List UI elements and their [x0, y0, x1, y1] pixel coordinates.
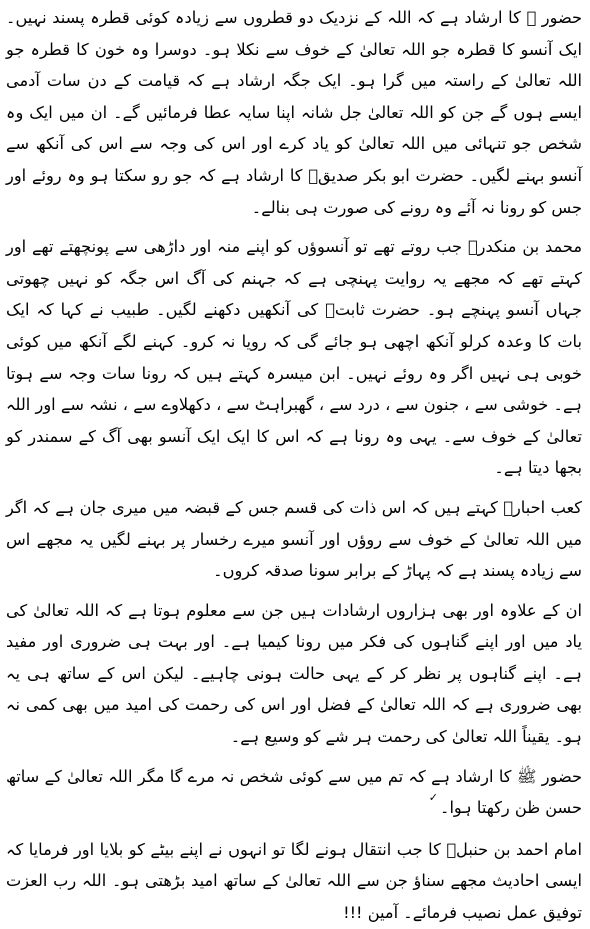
paragraph-muhammad-bin-munkadir: محمد بن منکدرؒ جب روتے تھے تو آنسوؤں کو اپنے منہ اور داڑھی سے پونچھتے تھے اور کہتے تھے کہ مجھے یہ روایت پہنچی ہے کہ جہنم کی آگ اس جگہ کو نہیں چھوتی جہاں آنسو پہنچے ہو۔ حضرت ثابتؒ کی آنکھیں دکھنے لگیں۔ طبیب نے کہا کہ ایک بات کا وعدہ کرلو آنکھ اچھی ہو جائے گی کہ رویا نہ کرو۔ کہنے لگے آنکھ میں کوئی خوبی ہی نہیں اگر وہ روئے نہیں۔ ابن میسرہ کہتے ہیں کہ رونا سات وجہ سے ہوتا ہے۔ خوشی سے ، جنون سے ، درد سے ، گھبراہٹ سے ، دکھلاوے سے ، نشہ سے اور اللہ تعالیٰ کے خوف سے۔ یہی وہ رونا ہے کہ اس کا ایک ایک آنسو بھی آگ کے سمندر کو بجھا دیتا ہے۔ [6, 237, 582, 478]
husn-zan-text: حضور ﷺ کا ارشاد ہے کہ تم میں سے کوئی شخص نہ مرے گا مگر اللہ تعالیٰ کے ساتھ حسن ظن رکھتا ہوا۔ [6, 766, 582, 818]
paragraph-husn-zan [6, 761, 582, 824]
paragraph-tears-hadith: حضور ﷺ کا ارشاد ہے کہ اللہ کے نزدیک دو قطروں سے زیادہ کوئی قطرہ پسند نہیں۔ ایک آنسو کا قطرہ جو اللہ تعالیٰ کے خوف سے نکلا ہو۔ دوسرا وہ خون کا قطرہ جو اللہ تعالیٰ کے راستہ میں گرا ہو۔ ایک جگہ ارشاد ہے کہ قیامت کے دن سات آدمی ایسے ہوں گے جن کو اللہ تعالیٰ جل شانہ اپنا سایہ عطا فرمائیں گے۔ ان میں ایک وہ شخص جو تنہائی میں اللہ تعالیٰ کو یاد کرے اور اس کی وجہ سے اس کی آنکھ سے آنسو بہنے لگیں۔ حضرت ابو بکر صدیقؓ کا ارشاد ہے کہ جو رو سکتا ہو وہ روئے اور جس کو رونا نہ آئے وہ رونے کی صورت ہی بنالے۔ [6, 8, 582, 217]
paragraph-imam-ahmad: امام احمد بن حنبلؒ کا جب انتقال ہونے لگا تو انہوں نے اپنے بیٹے کو بلایا اور فرمایا کہ ایسی احادیث مجھے سناؤ جن سے اللہ تعالیٰ کے ساتھ امید بڑھتی ہو۔ اللہ رب العزت توفیق عمل نصیب فرمائے۔ آمین !!! [6, 839, 582, 923]
paragraph-gap [6, 824, 582, 834]
tick-mark: ✓ [428, 791, 438, 805]
paragraph-kaab-ahbar: کعب احبارؒ کہتے ہیں کہ اس ذات کی قسم جس کے قبضہ میں میری جان ہے کہ اگر میں اللہ تعالیٰ کے خوف سے روؤں اور آنسو میرے رخسار پر بہنے لگیں یہ مجھے اس سے زیادہ پسند ہے کہ پہاڑ کے برابر سونا صدقہ کروں۔ [6, 497, 582, 581]
paragraph-thousands-sayings: ان کے علاوہ اور بھی ہزاروں ارشادات ہیں جن سے معلوم ہوتا ہے کہ اللہ تعالیٰ کی یاد میں اور اپنے گناہوں کی فکر میں رونا کیمیا ہے۔ اور بہت ہی ضروری اور مفید ہے۔ اپنے گناہوں پر نظر کر کے یہی حالت ہونی چاہیے۔ لیکن اس کے ساتھ ہی یہ بھی ضروری ہے کہ اللہ تعالیٰ کے فضل اور اس کی رحمت کی امید میں بھی کمی نہ ہو۔ یقیناً اللہ تعالیٰ کی رحمت ہر شے کو وسیع ہے۔ [6, 600, 582, 747]
